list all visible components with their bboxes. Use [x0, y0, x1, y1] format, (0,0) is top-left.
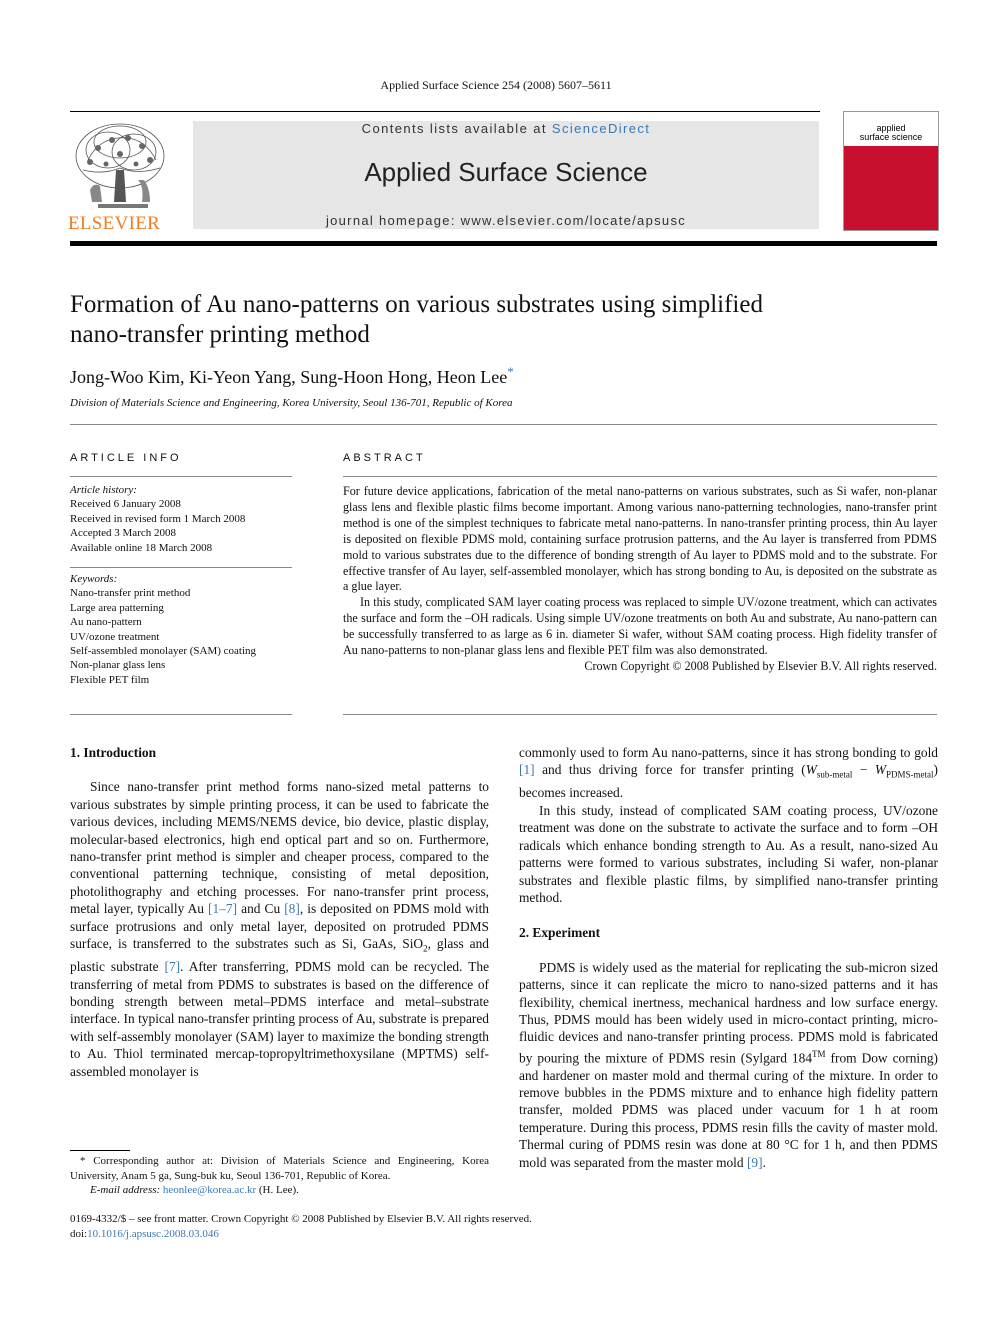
cover-title: applied surface science — [859, 123, 923, 142]
divider — [70, 567, 292, 568]
section-heading-introduction: 1. Introduction — [70, 745, 157, 760]
journal-header-box — [193, 121, 819, 229]
email-link[interactable]: heonlee@korea.ac.kr — [162, 1184, 257, 1197]
header-rule — [70, 111, 820, 112]
article-title: Formation of Au nano-patterns on various substrates using simplified nano-transfer printing method — [70, 291, 763, 348]
journal-cover — [843, 111, 939, 231]
publisher-name: ELSEVIER — [68, 213, 161, 234]
divider — [70, 476, 292, 477]
abstract-heading: ABSTRACT — [343, 452, 426, 464]
keyword: Au nano-pattern — [70, 616, 142, 629]
front-matter — [70, 1212, 532, 1242]
corresponding-author-mark[interactable]: * — [507, 364, 514, 379]
paragraph: commonly used to form Au nano-patterns, since it has strong bonding to gold [1] and thus driving force for transfer printing $(W_{sub-metal} - W_{PDMS-metal})$ becomes increased. — [519, 745, 938, 801]
left-column — [70, 744, 489, 1080]
header-thick-rule — [70, 241, 937, 246]
footnote-rule — [70, 1150, 130, 1151]
keywords: Keywords: Nano-transfer print method Large area patterning Au nano-pattern UV/ozone treatment Self-assembled monolayer (SAM) coating Non-planar glass lens Flexible PET film — [70, 572, 292, 687]
article-info-heading: ARTICLE INFO — [70, 452, 182, 464]
history-item: Accepted 3 March 2008 — [70, 527, 176, 540]
doi-line: doi:10.1016/j.apsusc.2008.03.046 — [70, 1228, 219, 1240]
reference-link[interactable]: [8] — [284, 901, 300, 917]
divider — [70, 424, 937, 425]
issn-line: 0169-4332/$ – see front matter. Crown Copyright © 2008 Published by Elsevier B.V. All rights reserved. — [70, 1213, 532, 1225]
reference-link[interactable]: [7] — [164, 959, 181, 975]
keyword: Self-assembled monolayer (SAM) coating — [70, 645, 257, 658]
divider — [70, 714, 292, 715]
keyword: Large area patterning — [70, 601, 164, 614]
footnote: * Corresponding author at: Division of Materials Science and Engineering, Korea University, Anam 5 ga, Sung-buk ku, Seoul 136-701, Republic of Korea. E-mail address: heonlee@korea.ac.kr (H. Lee). — [70, 1155, 489, 1197]
journal-citation: Applied Surface Science 254 (2008) 5607–5611 — [380, 78, 612, 92]
article-history: Article history: Received 6 January 2008 Received in revised form 1 March 2008 Accepted 3 March 2008 Available online 18 March 2008 — [70, 483, 292, 555]
keyword: Nano-transfer print method — [70, 587, 191, 600]
reference-link[interactable]: [1] — [519, 762, 535, 778]
history-item: Received 6 January 2008 — [70, 498, 181, 511]
reference-link[interactable]: [1–7] — [208, 901, 238, 917]
keyword: Flexible PET film — [70, 673, 150, 686]
history-item: Available online 18 March 2008 — [70, 541, 213, 554]
section-heading-experiment: 2. Experiment — [519, 925, 601, 941]
keyword: Non-planar glass lens — [70, 659, 166, 672]
journal-name: Applied Surface Science — [364, 157, 648, 187]
contents-line: Contents lists available at ScienceDirect — [361, 121, 651, 136]
intro-paragraph: Since nano-transfer print method forms nano-sized metal patterns to various substrates by simple printing process, it can be used to fabricate the various devices, including MEMS/NEMS device, bio device, plastic display, molecular-based electronics, high end optical part and so on. Furthermore, nano-transfer print method is simpler and cheaper process, compared to the conventional patterning technique, consisting of metal deposition, photolithography and etching processes. For nano-transfer print process, metal layer, typically Au [1–7] and Cu [8], is deposited on PDMS mold with surface protrusions and only metal layer, deposited on protruded PDMS surface, is transferred to the substrates such as Si, GaAs, SiO$_2$, glass and plastic substrate [7]. After transferring, PDMS mold can be recycled. The transferring of metal from PDMS to substrates is based on the difference of bonding strength between metal–PDMS interface and metal–substrate interface. In typical nano-transfer printing process of Au, substrate is prepared with self-assembly monolayer (SAM) layer to maximize the bonding strength to Au. Thiol terminated mercap-topropyltrimethoxysilane (MPTMS) self-assembled monolayer is — [70, 779, 490, 1079]
journal-homepage[interactable]: journal homepage: www.elsevier.com/locate/apsusc — [325, 213, 687, 228]
tree-icon — [68, 120, 172, 215]
keyword: UV/ozone treatment — [70, 630, 160, 643]
divider — [343, 476, 937, 477]
reference-link[interactable]: [9] — [746, 1154, 763, 1170]
elsevier-logo — [68, 120, 172, 232]
history-item: Received in revised form 1 March 2008 — [70, 512, 246, 525]
cover-red-band — [844, 146, 938, 230]
right-column — [519, 744, 938, 1171]
sciencedirect-link[interactable]: ScienceDirect — [551, 121, 651, 136]
paragraph: In this study, instead of complicated SAM coating process, UV/ozone treatment was done on the substrate to activate the surface and to form –OH radicals which enhance bonding strength to Au. As a result, nano-sized Au patterns were formed to various substrates, including Si wafer, non-planar substrates and flexible plastic films, by simplified nano-transfer printing method. — [519, 802, 938, 905]
divider — [343, 714, 937, 715]
abstract-text: For future device applications, fabrication of the metal nano-patterns on various substrates, such as Si wafer, non-planar glass lens and flexible plastic films become important. Among various nano-patterning technologies, nano-transfer print method is one of the simplest techniques to fabricate metal nano-patterns. In nano-transfer printing process, thin Au layer is deposited on flexible PDMS mold, containing surface protrusion patterns, and the Au layer is transferred from PDMS mold to various substrates due to the difference of bonding strength of Au layer to PDMS mold and to the substrate. For effective transfer of Au layer, self-assembled monolayer, which has strong bonding to Au, is deposited on the substrate as a glue layer. In this study, complicated SAM layer coating process was replaced to simple UV/ozone treatment, which can activates the surface and form the –OH radicals. Using simple UV/ozone treatments on both Au and substrate, Au nano-pattern can be successfully transferred to as large as 6 in. diameter Si wafer, without SAM coating process. High fidelity transfer of Au nano-patterns to non-planar glass lens and flexible PET film was also demonstrated. Crown Copyright © 2008 Published by Elsevier B.V. All rights reserved. — [343, 484, 937, 673]
doi-link[interactable]: 10.1016/j.apsusc.2008.03.046 — [87, 1228, 219, 1240]
affiliation: Division of Materials Science and Engineering, Korea University, Seoul 136-701, Republic of Korea — [70, 397, 513, 409]
abstract-copyright: Crown Copyright © 2008 Published by Elsevier B.V. All rights reserved. — [584, 658, 937, 673]
authors: Jong-Woo Kim, Ki-Yeon Yang, Sung-Hoon Hong, Heon Lee* — [70, 364, 514, 387]
paragraph: PDMS is widely used as the material for replicating the sub-micron sized patterns, since it can replicate the micro to nano-sized patterns and it has flexibility, chemical inertness, mechanical hardness and low surface energy. Thus, PDMS mould has been widely used in micro-contact printing, micro-fluidic devices and nano-transfer printing process. PDMS mold is fabricated by pouring the mixture of PDMS resin (Sylgard 184™ from Dow corning) and hardener on master mold and thermal curing of the mixture. In order to remove bubbles in the PDMS mixture and to enhance high fidelity pattern transfer, molded PDMS was placed under vacuum for 1 h at room temperature. During this process, PDMS resin fills the cavity of master mold. Thermal curing of PDMS resin was done at 80 °C for 1 h, and then PDMS mold was separated from the master mold [9]. — [519, 959, 938, 1170]
